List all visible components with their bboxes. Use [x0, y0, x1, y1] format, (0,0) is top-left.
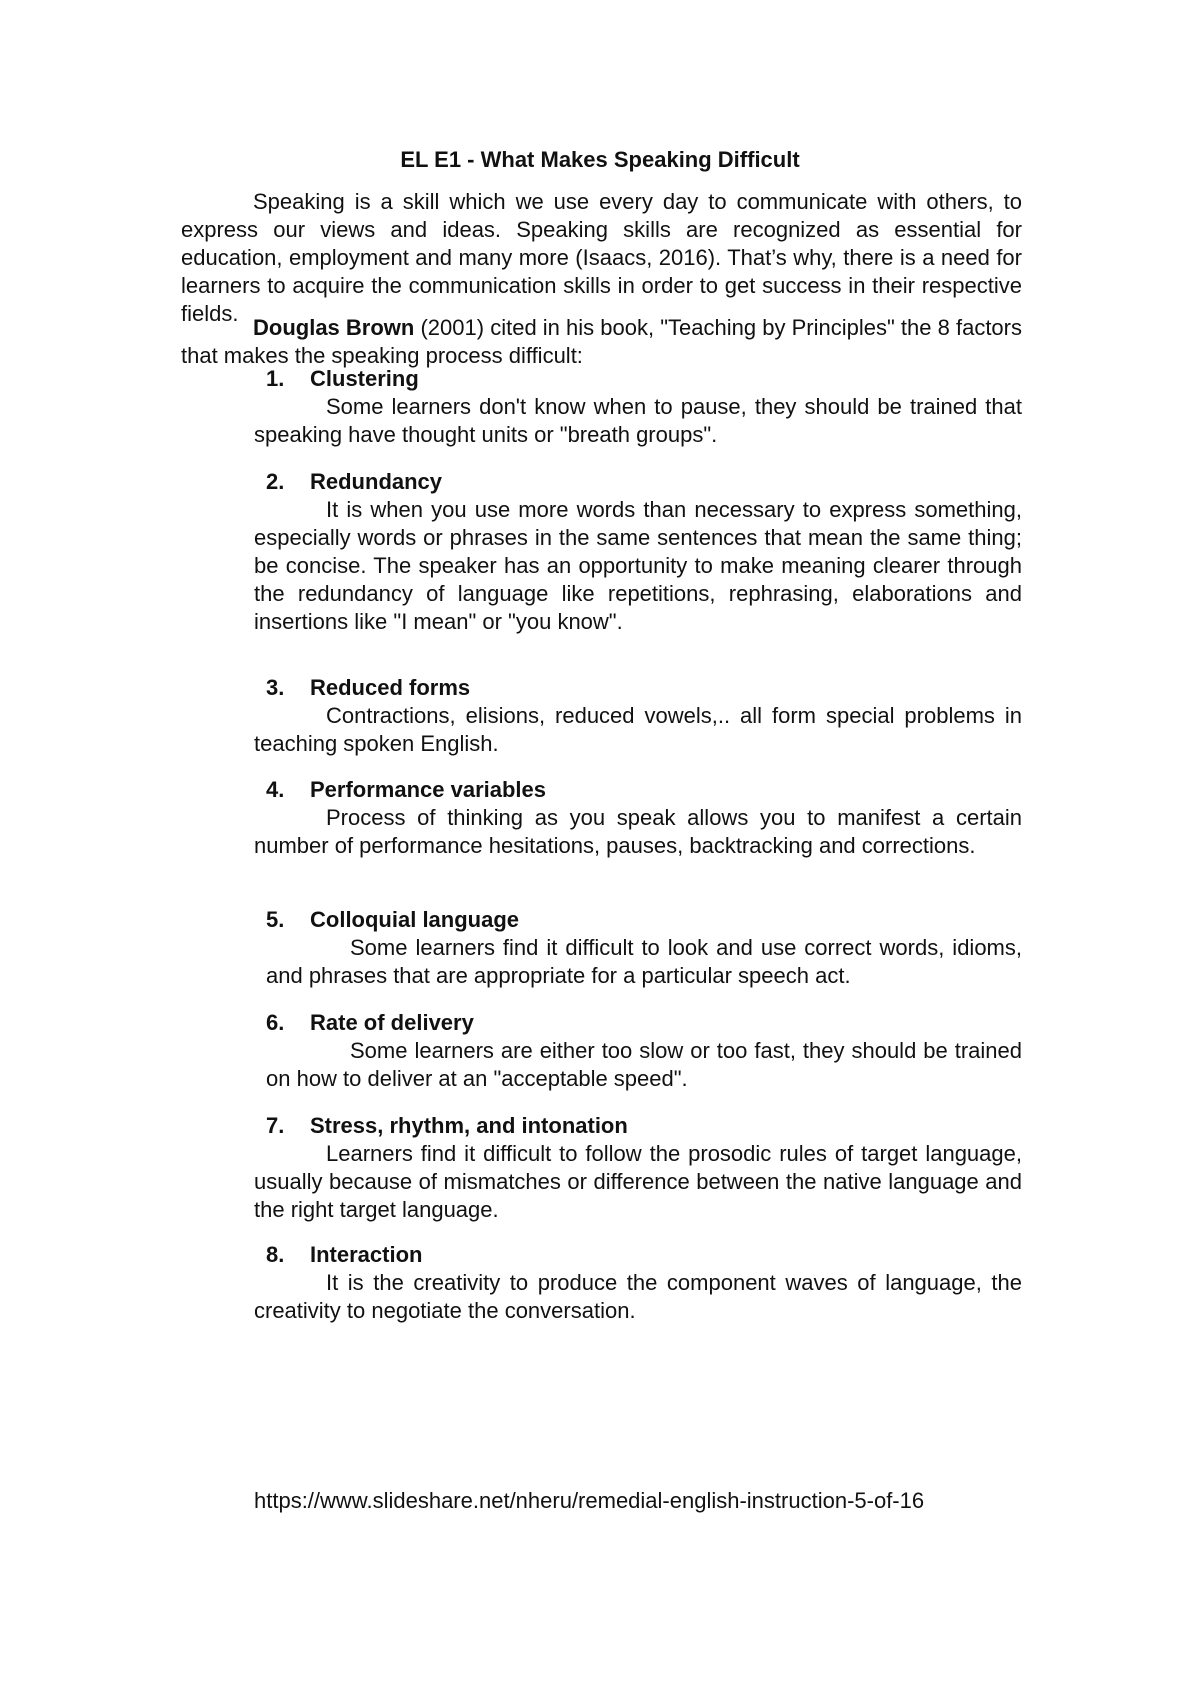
item-title: Stress, rhythm, and intonation [310, 1113, 628, 1138]
item-title: Rate of delivery [310, 1010, 474, 1035]
list-item [254, 674, 1022, 758]
item-number: 6. [266, 1010, 285, 1035]
list-item [254, 1112, 1022, 1224]
list-item [254, 906, 1022, 990]
source-url: https://www.slideshare.net/nheru/remedial-english-instruction-5-of-16 [254, 1488, 925, 1513]
list-item [254, 776, 1022, 860]
item-body: Learners find it difficult to follow the prosodic rules of target language, usually because of mismatches or difference between the native language and the right target language. [254, 1141, 1022, 1222]
item-body: Contractions, elisions, reduced vowels,.. all form special problems in teaching spoken English. [254, 703, 1022, 756]
item-body: Some learners don't know when to pause, they should be trained that speaking have thought units or "breath groups". [254, 394, 1022, 447]
brown-paragraph [181, 314, 1022, 370]
item-title: Clustering [310, 366, 419, 391]
item-number: 2. [266, 469, 285, 494]
item-body: Process of thinking as you speak allows you to manifest a certain number of performance hesitations, pauses, backtracking and corrections. [254, 805, 1022, 858]
item-number: 4. [266, 777, 285, 802]
list-item [254, 1241, 1022, 1325]
list-item [254, 365, 1022, 449]
item-body: It is when you use more words than necessary to express something, especially words or phrases in the same sentences that mean the same thing; be concise. The speaker has an opportunity to make meaning clearer through the redundancy of language like repetitions, rephrasing, elaborations and insertions like "I mean" or "you know". [254, 497, 1022, 634]
item-number: 7. [266, 1113, 285, 1138]
item-number: 5. [266, 907, 285, 932]
item-title: Reduced forms [310, 675, 471, 700]
document-title: EL E1 - What Makes Speaking Difficult [400, 147, 800, 172]
intro-paragraph: Speaking is a skill which we use every day to communicate with others, to express our views and ideas. Speaking skills are recognized as essential for education, employment and many more (Isaacs, 2016). That’s why, there is a need for learners to acquire the communication skills in order to get success in their respective fields. [181, 189, 1022, 326]
list-item [254, 468, 1022, 636]
item-title: Colloquial language [310, 907, 520, 932]
item-title: Redundancy [310, 469, 443, 494]
item-number: 3. [266, 675, 285, 700]
author-name: Douglas Brown [253, 315, 415, 340]
item-body: It is the creativity to produce the component waves of language, the creativity to negotiate the conversation. [254, 1270, 1022, 1323]
item-number: 1. [266, 366, 285, 391]
item-body: Some learners find it difficult to look and use correct words, idioms, and phrases that are appropriate for a particular speech act. [266, 935, 1022, 988]
item-title: Performance variables [310, 777, 547, 802]
brown-text: (2001) cited in his book, "Teaching by Principles" the 8 factors that makes the speaking process difficult: [181, 315, 1022, 368]
item-body: Some learners are either too slow or too fast, they should be trained on how to deliver at an "acceptable speed". [266, 1038, 1022, 1091]
item-number: 8. [266, 1242, 285, 1267]
item-title: Interaction [310, 1242, 423, 1267]
list-item [254, 1009, 1022, 1093]
